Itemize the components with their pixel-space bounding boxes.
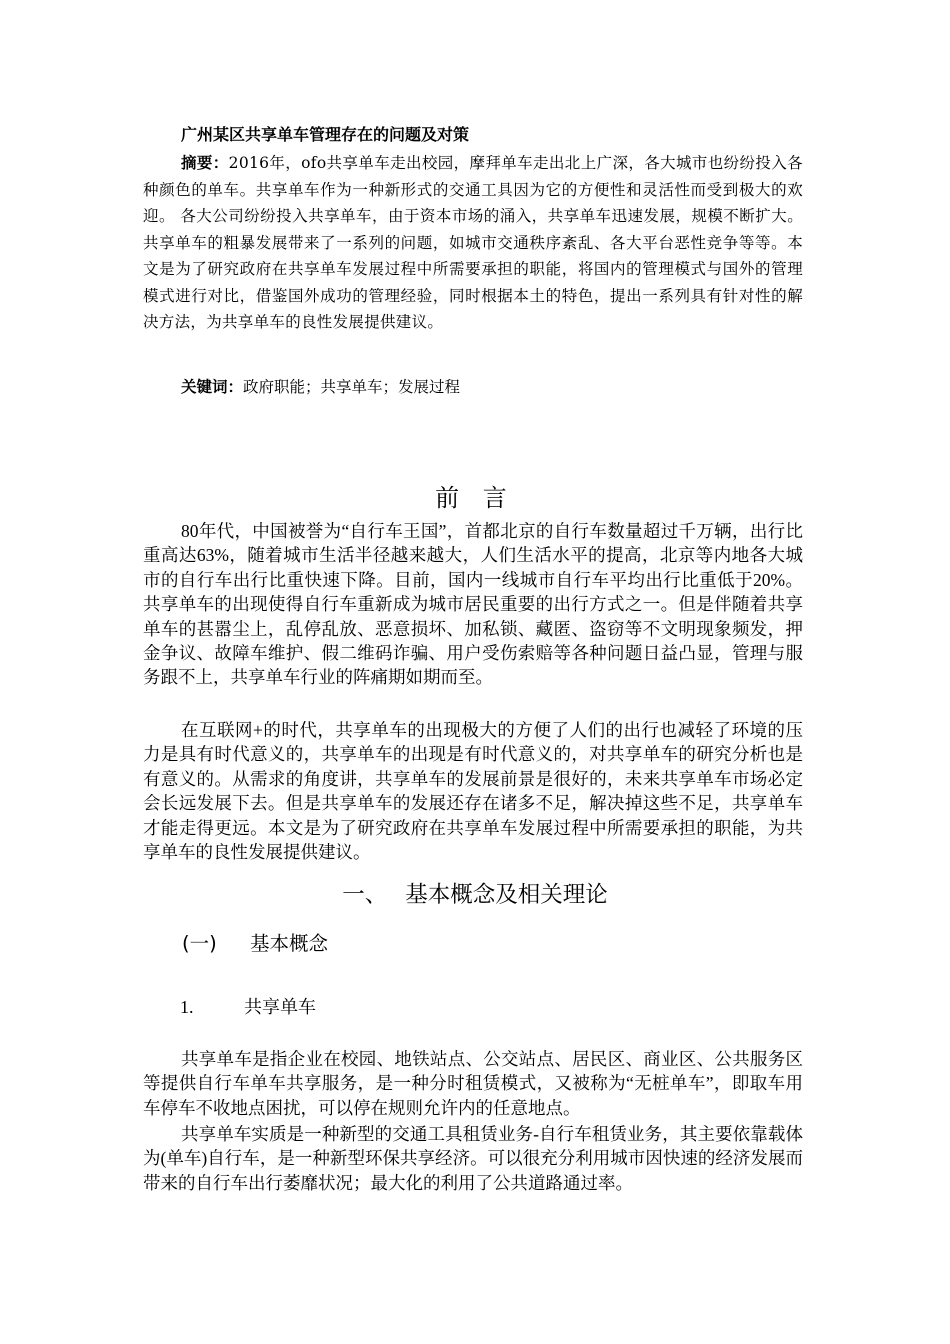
subsection-1-heading (182, 929, 328, 959)
abstract-paragraph (143, 150, 803, 336)
document-title: 广州某区共享单车管理存在的问题及对策 (181, 125, 470, 144)
shared-bike-paragraph-1: 共享单车是指企业在校园、地铁站点、公交站点、居民区、商业区、公共服务区等提供自行车单车共享服务，是一种分时租赁模式，又被称为“无桩单车”，即取车用车停车不收地点困扰，可以停在规则允许内的任意地点。 (143, 1049, 803, 1118)
keywords-text: 政府职能；共享单车；发展过程 (243, 378, 461, 396)
preface-paragraph-2: 在互联网+的时代，共享单车的出现极大的方便了人们的出行也减轻了环境的压力是具有时代意义的，共享单车的出现是有时代意义的，对共享单车的研究分析也是有意义的。从需求的角度讲，共享单车的发展前景是很好的，未来共享单车市场必定会长远发展下去。但是共享单车的发展还存在诸多不足，解决掉这些不足，共享单车才能走得更远。本文是为了研究政府在共享单车发展过程中所需要承担的职能，为共享单车的良性发展提供建议。 (143, 720, 803, 863)
item-1-number: 1. (180, 997, 194, 1017)
keywords-label: 关键词： (181, 378, 244, 396)
subsection-1-title: 基本概念 (250, 932, 329, 955)
section-1-number: 一、 (342, 882, 388, 908)
item-1-heading (180, 993, 316, 1022)
keywords-line (143, 374, 841, 400)
section-1-title: 基本概念及相关理论 (405, 882, 608, 908)
abstract-text: 2016年，ofo共享单车走出校园，摩拜单车走出北上广深，各大城市也纷纷投入各种颜色的单车。共享单车作为一种新形式的交通工具因为它的方便性和灵活性而受到极大的欢迎。 各大公司纷纷投入共享单车，由于资本市场的涌入，共享单车迅速发展，规模不断扩大。共享单车的粗暴发展带来了一系列的问题，如城市交通秩序紊乱、各大平台恶性竞争等等。本文是为了研究政府在共享单车发展过程中所需要承担的职能，将国内的管理模式与国外的管理模式进行对比，借鉴国外成功的管理经验，同时根据本土的特色，提出一系列具有针对性的解决方法，为共享单车的良性发展提供建议。 (143, 154, 803, 331)
section-1-heading (0, 879, 950, 911)
abstract-label: 摘要： (181, 154, 229, 172)
item-1-title: 共享单车 (244, 997, 316, 1018)
shared-bike-paragraph-2: 共享单车实质是一种新型的交通工具租赁业务-自行车租赁业务，其主要依靠载体为(单车)自行车，是一种新型环保共享经济。可以很充分利用城市因快速的经济发展而带来的自行车出行萎靡状况；最大化的利用了公共道路通过率。 (143, 1124, 803, 1193)
preface-paragraph-1: 80年代，中国被誉为“自行车王国”，首都北京的自行车数量超过千万辆，出行比重高达63%，随着城市生活半径越来越大，人们生活水平的提高，北京等内地各大城市的自行车出行比重快速下降。目前，国内一线城市自行车平均出行比重低于20%。共享单车的出现使得自行车重新成为城市居民重要的出行方式之一。但是伴随着共享单车的甚嚣尘上，乱停乱放、恶意损坏、加私锁、藏匿、盗窃等不文明现象频发，押金争议、故障车维护、假二维码诈骗、用户受伤索赔等各种问题日益凸显，管理与服务跟不上，共享单车行业的阵痛期如期而至。 (143, 521, 803, 688)
subsection-1-number: (一) (182, 932, 217, 955)
preface-heading: 前 言 (435, 484, 515, 512)
